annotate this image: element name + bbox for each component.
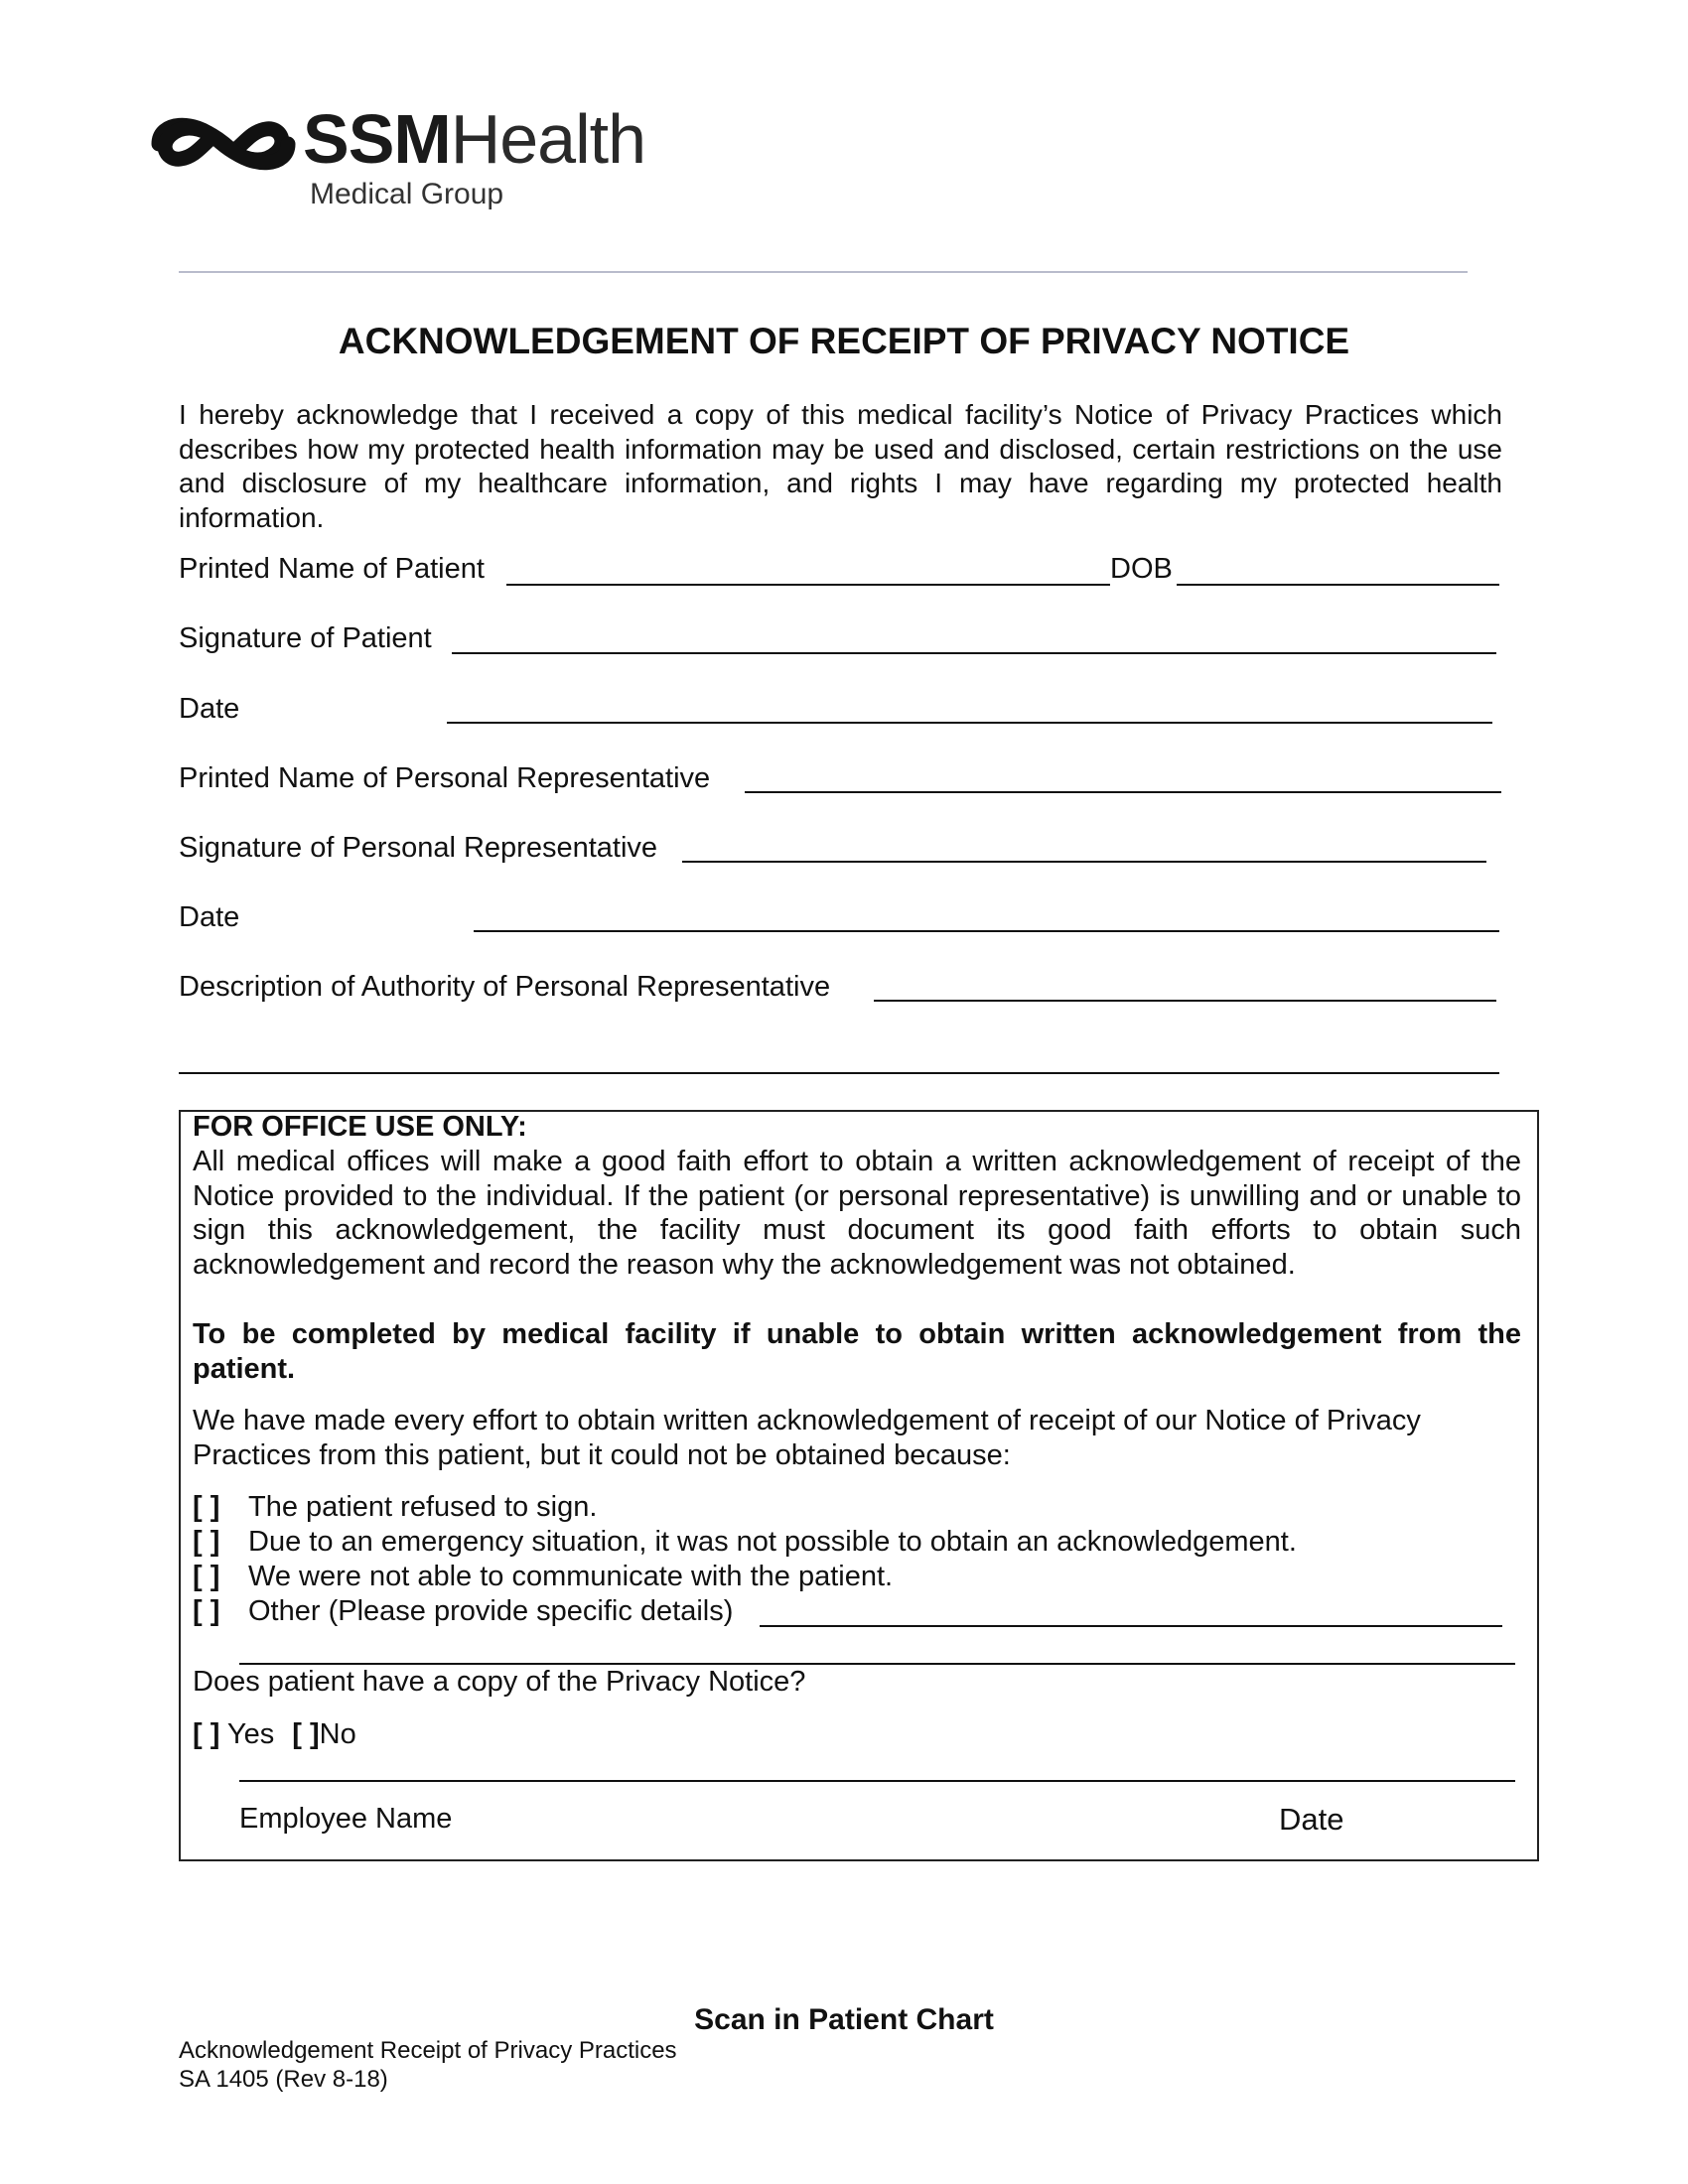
patient-name-line[interactable] — [506, 584, 1110, 586]
patient-name-label: Printed Name of Patient — [179, 553, 485, 585]
authority-label: Description of Authority of Personal Representative — [179, 971, 831, 1003]
employee-signature-line[interactable] — [239, 1780, 1515, 1782]
rep-signature-label: Signature of Personal Representative — [179, 832, 658, 864]
office-use-heading: FOR OFFICE USE ONLY: — [193, 1111, 527, 1143]
office-bold-instruction: To be completed by medical facility if unable to obtain written acknowledgement from the patient. — [193, 1318, 1521, 1385]
header-divider — [179, 271, 1468, 273]
date-label-2: Date — [179, 901, 240, 933]
logo-subtitle: Medical Group — [310, 178, 504, 210]
page-title: ACKNOWLEDGEMENT OF RECEIPT OF PRIVACY NOTICE — [338, 321, 1350, 361]
rep-name-line[interactable] — [745, 791, 1501, 793]
scan-note: Scan in Patient Chart — [694, 2003, 994, 2036]
checkbox-refused[interactable]: [ ] — [193, 1491, 220, 1523]
office-use-paragraph: All medical offices will make a good faith effort to obtain a written acknowledgement of receipt of the Notice provided to the individual. If the patient (or personal representative) is unwilling and or unable to sign this acknowledgement, the facility must document its good faith efforts to obtain such acknowledgement and record the reason why the acknowledgement was not obtained. — [193, 1146, 1521, 1281]
logo-wordmark — [303, 99, 645, 179]
intro-paragraph: I hereby acknowledge that I received a copy of this medical facility’s Notice of Privacy Practices which describes how my protected health information may be used and disclosed, certain restrictions on the use and disclosure of my healthcare information, and rights I may have regarding my protected health information. — [179, 399, 1502, 533]
date-line-1[interactable] — [447, 722, 1492, 724]
logo-brand-bold: SSM — [303, 100, 451, 178]
date-line-2[interactable] — [474, 930, 1499, 932]
office-effort-text: We have made every effort to obtain written acknowledgement of receipt of our Notice of Privacy Practices from this patient, but it could not be obtained because: — [193, 1405, 1421, 1471]
authority-line[interactable] — [874, 1000, 1496, 1002]
checkbox-communicate[interactable]: [ ] — [193, 1561, 220, 1592]
reason-emergency — [193, 1525, 1297, 1559]
dob-line[interactable] — [1177, 584, 1499, 586]
checkbox-no[interactable]: [ ] — [292, 1718, 320, 1750]
form-code: SA 1405 (Rev 8-18) — [179, 2066, 388, 2093]
checkbox-emergency[interactable]: [ ] — [193, 1526, 220, 1558]
no-label: No — [319, 1718, 356, 1750]
reason-other-label: Other (Please provide specific details) — [248, 1595, 734, 1627]
rep-signature-line[interactable] — [682, 861, 1486, 863]
patient-signature-label: Signature of Patient — [179, 622, 432, 654]
authority-continuation-line[interactable] — [179, 1072, 1499, 1074]
reason-other — [193, 1594, 733, 1628]
copy-answer-row — [193, 1717, 356, 1751]
form-name: Acknowledgement Receipt of Privacy Practices — [179, 2037, 677, 2064]
reason-communicate-label: We were not able to communicate with the patient. — [248, 1561, 894, 1592]
reason-communicate — [193, 1560, 893, 1593]
reason-refused-label: The patient refused to sign. — [248, 1491, 598, 1523]
date-label-1: Date — [179, 693, 240, 725]
ssm-health-logo — [149, 99, 725, 218]
ssm-health-logo-mark-icon — [149, 109, 298, 179]
copy-question: Does patient have a copy of the Privacy Notice? — [193, 1666, 806, 1698]
rep-name-label: Printed Name of Personal Representative — [179, 762, 711, 794]
reason-emergency-label: Due to an emergency situation, it was not possible to obtain an acknowledgement. — [248, 1526, 1297, 1558]
reason-refused — [193, 1490, 597, 1524]
checkbox-yes[interactable]: [ ] — [193, 1718, 220, 1750]
checkbox-other[interactable]: [ ] — [193, 1595, 220, 1627]
yes-label: Yes — [226, 1718, 275, 1750]
patient-signature-line[interactable] — [452, 652, 1496, 654]
other-details-line[interactable] — [760, 1625, 1502, 1627]
dob-label: DOB — [1110, 553, 1173, 585]
logo-brand-light: Health — [450, 100, 646, 178]
employee-date-label: Date — [1279, 1802, 1344, 1837]
employee-name-label: Employee Name — [239, 1803, 453, 1835]
